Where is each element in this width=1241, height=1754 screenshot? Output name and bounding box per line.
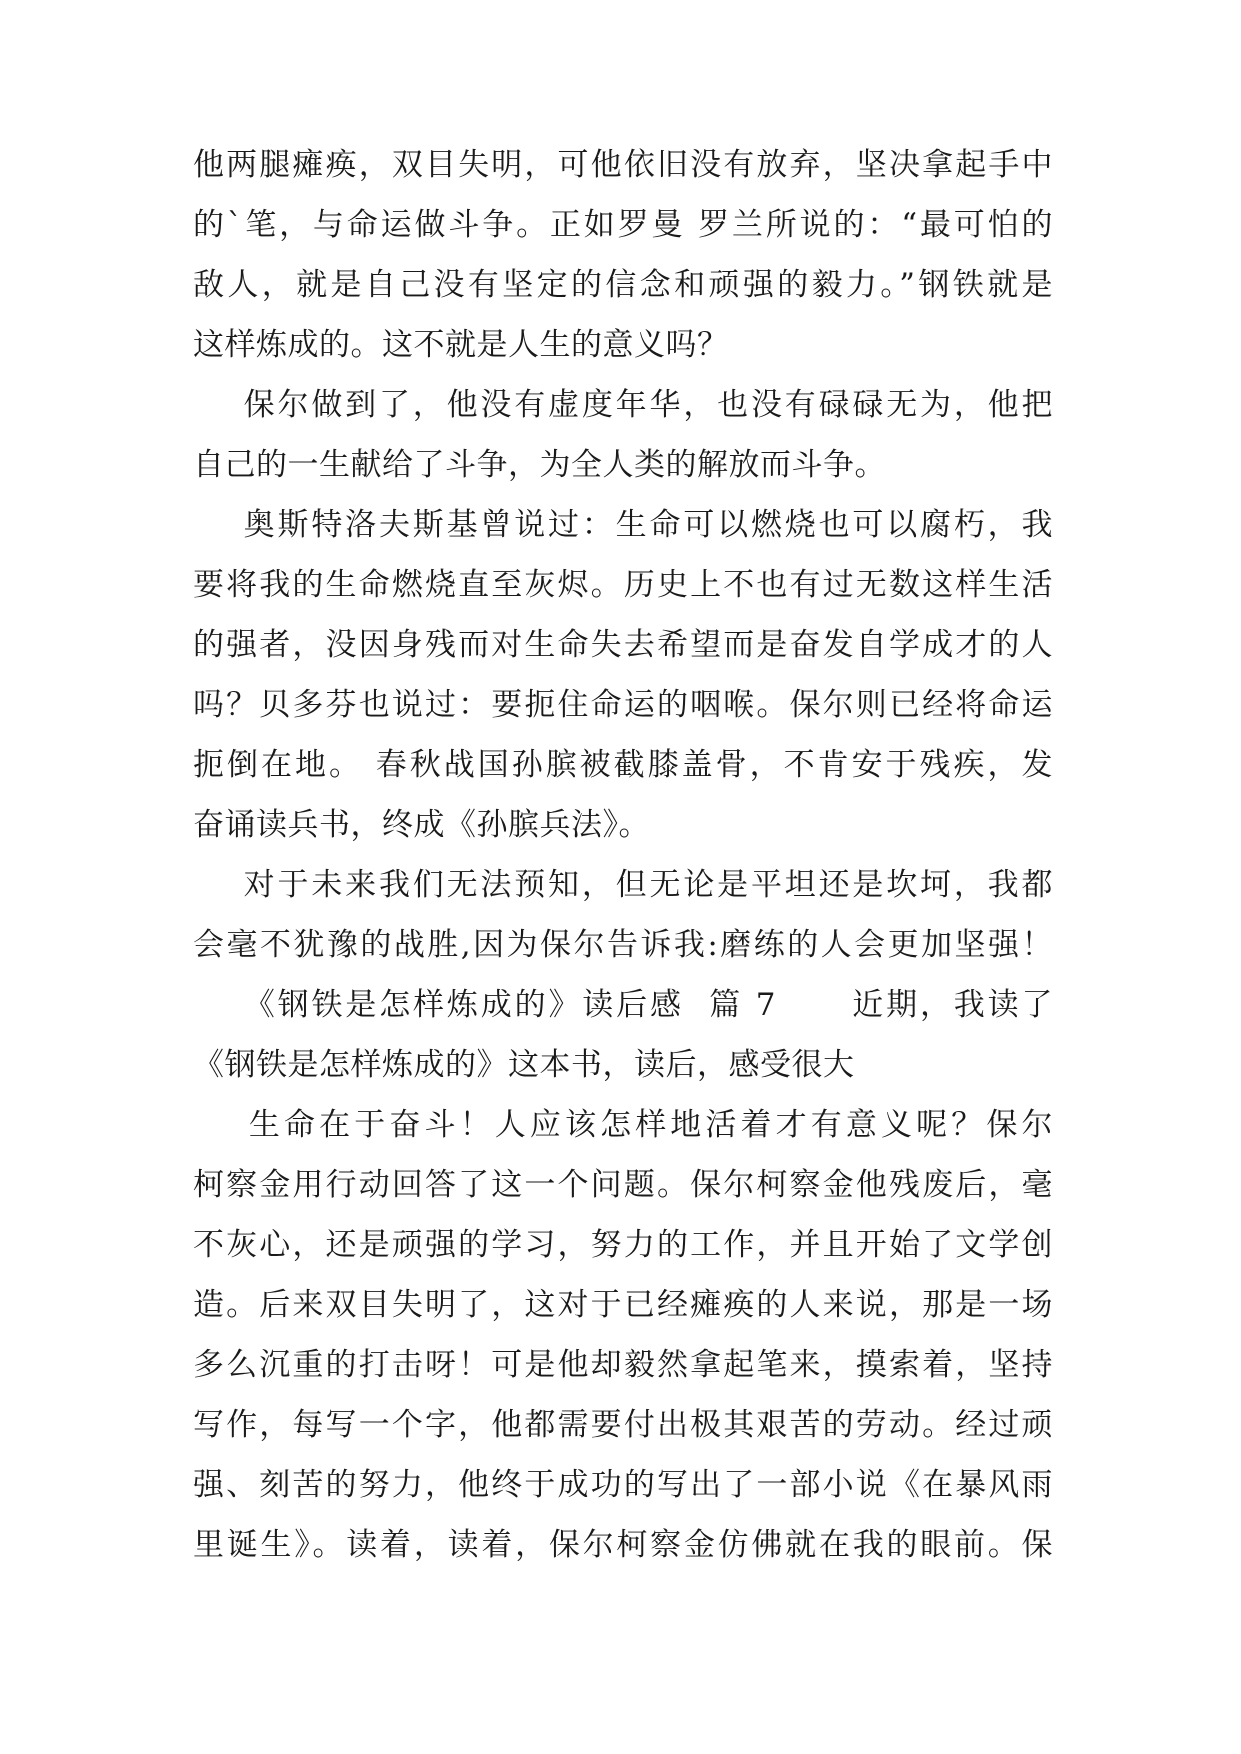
text-line: 吗？贝多芬也说过：要扼住命运的咽喉。保尔则已经将命运 [193,687,1053,723]
text-line: 要将我的生命燃烧直至灰烬。历史上不也有过无数这样生活 [193,567,1053,603]
text-line: 会毫不犹豫的战胜,因为保尔告诉我:磨练的人会更加坚强！ [193,927,1053,963]
text-line: 柯察金用行动回答了这一个问题。保尔柯察金他残废后，毫 [193,1167,1053,1203]
text-line: 写作，每写一个字，他都需要付出极其艰苦的劳动。经过顽 [193,1407,1053,1443]
text-line: 的`笔，与命运做斗争。正如罗曼 罗兰所说的：“最可怕的 [193,207,1053,243]
text-line: 奥斯特洛夫斯基曾说过：生命可以燃烧也可以腐朽，我 [193,507,1053,543]
text-line: 敌人，就是自己没有坚定的信念和顽强的毅力。”钢铁就是 [193,267,1053,303]
text-line: 强、刻苦的努力，他终于成功的写出了一部小说《在暴风雨 [193,1467,1053,1503]
text-line: 他两腿瘫痪，双目失明，可他依旧没有放弃，坚决拿起手中 [193,147,1053,183]
text-line: 造。后来双目失明了，这对于已经瘫痪的人来说，那是一场 [193,1287,1053,1323]
text-line: 里诞生》。读着，读着，保尔柯察金仿佛就在我的眼前。保 [193,1527,1053,1563]
text-line: 的强者，没因身残而对生命失去希望而是奋发自学成才的人 [193,627,1053,663]
text-line: 多么沉重的打击呀！可是他却毅然拿起笔来，摸索着，坚持 [193,1347,1053,1383]
text-line: 奋诵读兵书，终成《孙膑兵法》。 [193,807,650,843]
text-line: 《钢铁是怎样炼成的》读后感 篇 7 近期，我读了 [193,987,1053,1023]
text-line: 生命在于奋斗！人应该怎样地活着才有意义呢？保尔 [193,1107,1053,1143]
text-line: 保尔做到了，他没有虚度年华，也没有碌碌无为，他把 [193,387,1053,423]
text-line: 扼倒在地。 春秋战国孙膑被截膝盖骨，不肯安于残疾，发 [193,747,1053,783]
text-line: 对于未来我们无法预知，但无论是平坦还是坎坷，我都 [193,867,1053,903]
text-line: 自己的一生献给了斗争，为全人类的解放而斗争。 [193,447,886,483]
text-line: 《钢铁是怎样炼成的》这本书，读后，感受很大 [193,1047,855,1083]
text-line: 不灰心，还是顽强的学习，努力的工作，并且开始了文学创 [193,1227,1053,1263]
text-line: 这样炼成的。这不就是人生的意义吗？ [193,327,729,363]
